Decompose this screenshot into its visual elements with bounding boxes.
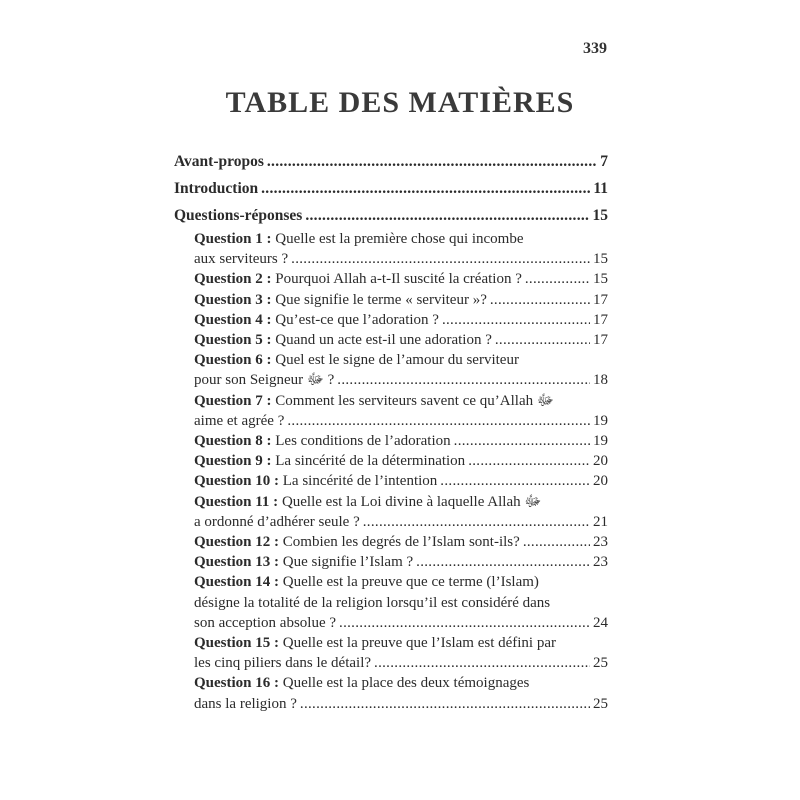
question-number: Question 15 : [194,635,280,652]
question-text-line [194,673,608,693]
question-text-line [194,310,608,330]
question-number: Question 16 : [194,675,280,692]
question-text-line [194,391,608,411]
question-text: Quelle est la place des deux témoignages [282,675,530,692]
toc-section-entry [174,175,608,202]
question-text-line [194,572,608,592]
question-number: Question 2 : [194,271,272,288]
question-text: son acception absolue ? [194,614,337,631]
toc-question-entry [174,229,608,269]
dot-leader [374,653,590,673]
question-text-line [194,269,608,289]
question-text: Quand un acte est-il une adoration ? [275,332,492,349]
toc-question-entry [174,451,608,471]
toc-page-number: 17 [593,291,608,308]
question-text: Qu’est-ce que l’adoration ? [275,311,439,328]
toc-question-entry [174,350,608,390]
dot-leader [442,310,590,330]
dot-leader [305,202,589,229]
question-number: Question 8 : [194,433,272,450]
toc-section-label: Questions-réponses [174,207,303,224]
question-line-lead [194,552,413,572]
question-text-line [194,471,608,491]
question-number: Question 1 : [194,231,272,247]
question-text-line [194,431,608,451]
question-text: Comment les serviteurs savent ce qu’Allah ﷻ [275,392,554,409]
question-line-lead [194,249,288,269]
toc-page-number: 15 [593,251,608,268]
question-line-lead [194,694,297,714]
dot-leader [468,451,590,471]
question-line-lead [194,431,451,451]
dot-leader [291,249,590,269]
question-number: Question 3 : [194,291,272,308]
toc-question-entry [174,552,608,572]
toc-page-number: 25 [593,655,608,672]
dot-leader [267,148,597,175]
question-line-lead [194,613,336,633]
toc-page-number: 15 [593,271,608,288]
toc-question-entry [174,471,608,491]
question-text: Quelle est la preuve que ce terme (l’Islam) [282,574,539,591]
question-text: La sincérité de l’intention [282,473,438,490]
dot-leader [454,431,590,451]
dot-leader [490,290,590,310]
question-text-line [194,512,608,532]
question-text-line [194,411,608,431]
question-text: Les conditions de l’adoration [275,433,451,450]
question-text-line [194,593,608,613]
question-text: a ordonné d’adhérer seule ? [194,513,360,530]
question-text-line [194,492,608,512]
page-title: TABLE DES MATIÈRES [225,86,575,119]
toc-page-number: 18 [593,372,608,389]
question-text: désigne la totalité de la religion lorsqu’il est considéré dans [194,594,551,611]
question-text-line [194,451,608,471]
question-text: les cinq piliers dans le détail? [194,655,372,672]
question-text-line [194,370,608,390]
toc-page-number: 17 [593,311,608,328]
question-number: Question 4 : [194,311,272,328]
question-text-line [194,290,608,310]
question-number: Question 14 : [194,574,280,591]
dot-leader [495,330,590,350]
toc-page-number: 23 [593,534,608,551]
question-line-lead [194,653,371,673]
toc-page-number: 15 [592,207,608,224]
question-text: Pourquoi Allah a-t-Il suscité la création ? [275,271,522,288]
toc-section-label: Avant-propos [174,153,264,170]
question-number: Question 10 : [194,473,280,490]
question-line-lead [194,512,360,532]
question-text: pour son Seigneur ﷻ ? [194,372,335,389]
table-of-contents [174,148,608,714]
dot-leader [440,471,590,491]
dot-leader [363,512,590,532]
question-line-lead [194,269,522,289]
dot-leader [416,552,590,572]
dot-leader [523,532,590,552]
toc-question-entry [174,572,608,633]
question-list [174,229,608,714]
question-text-line [194,653,608,673]
question-number: Question 5 : [194,332,272,349]
dot-leader [525,269,590,289]
dot-leader [261,175,590,202]
question-text: Que signifie le terme « serviteur »? [275,291,487,308]
question-text-line [194,532,608,552]
toc-page-number: 17 [593,332,608,349]
toc-page-number: 23 [593,554,608,571]
question-text-line [194,350,608,370]
question-text-line [194,694,608,714]
question-text-line [194,229,608,249]
question-number: Question 6 : [194,352,272,369]
question-text: Combien les degrés de l’Islam sont-ils? [282,534,520,551]
toc-page-number: 11 [593,180,608,197]
toc-question-entry [174,431,608,451]
toc-section-entry [174,148,608,175]
toc-question-entry [174,330,608,350]
question-text: La sincérité de la détermination [275,453,466,470]
page-number: 339 [583,40,607,57]
question-line-lead [194,471,437,491]
toc-page-number: 21 [593,513,608,530]
question-number: Question 12 : [194,534,280,551]
toc-page-number: 20 [593,453,608,470]
question-text: aux serviteurs ? [194,251,289,268]
question-line-lead [194,330,492,350]
toc-question-entry [174,492,608,532]
question-text: Quel est le signe de l’amour du serviteur [275,352,519,369]
toc-question-entry [174,391,608,431]
question-line-lead [194,532,520,552]
toc-section-label: Introduction [174,180,259,197]
toc-question-entry [174,673,608,713]
dot-leader [339,613,590,633]
question-line-lead [194,451,465,471]
question-line-lead [194,290,487,310]
question-text: aime et agrée ? [194,412,285,429]
toc-page-number: 19 [593,412,608,429]
question-line-lead [194,411,284,431]
toc-question-entry [174,633,608,673]
toc-page-number: 7 [600,153,608,170]
question-text-line [194,249,608,269]
question-number: Question 9 : [194,453,272,470]
question-text-line [194,613,608,633]
question-text: dans la religion ? [194,695,297,712]
toc-question-entry [174,290,608,310]
question-line-lead [194,370,334,390]
question-text: Quelle est la première chose qui incombe [275,231,524,247]
toc-section-entry [174,202,608,229]
question-text-line [194,552,608,572]
question-text-line [194,330,608,350]
question-number: Question 7 : [194,392,272,409]
toc-question-entry [174,532,608,552]
dot-leader [300,694,590,714]
toc-question-entry [174,310,608,330]
question-text: Quelle est la preuve que l’Islam est défini par [282,635,556,652]
dot-leader [287,411,590,431]
toc-question-entry [174,269,608,289]
question-text: Quelle est la Loi divine à laquelle Allah ﷻ [281,493,542,510]
question-number: Question 13 : [194,554,280,571]
question-number: Question 11 : [194,493,279,510]
toc-page-number: 20 [593,473,608,490]
question-text-line [194,633,608,653]
dot-leader [337,370,590,390]
question-line-lead [194,310,439,330]
toc-page-number: 24 [593,614,608,631]
question-text: Que signifie l’Islam ? [282,554,414,571]
toc-page-number: 25 [593,695,608,712]
toc-page-number: 19 [593,433,608,450]
